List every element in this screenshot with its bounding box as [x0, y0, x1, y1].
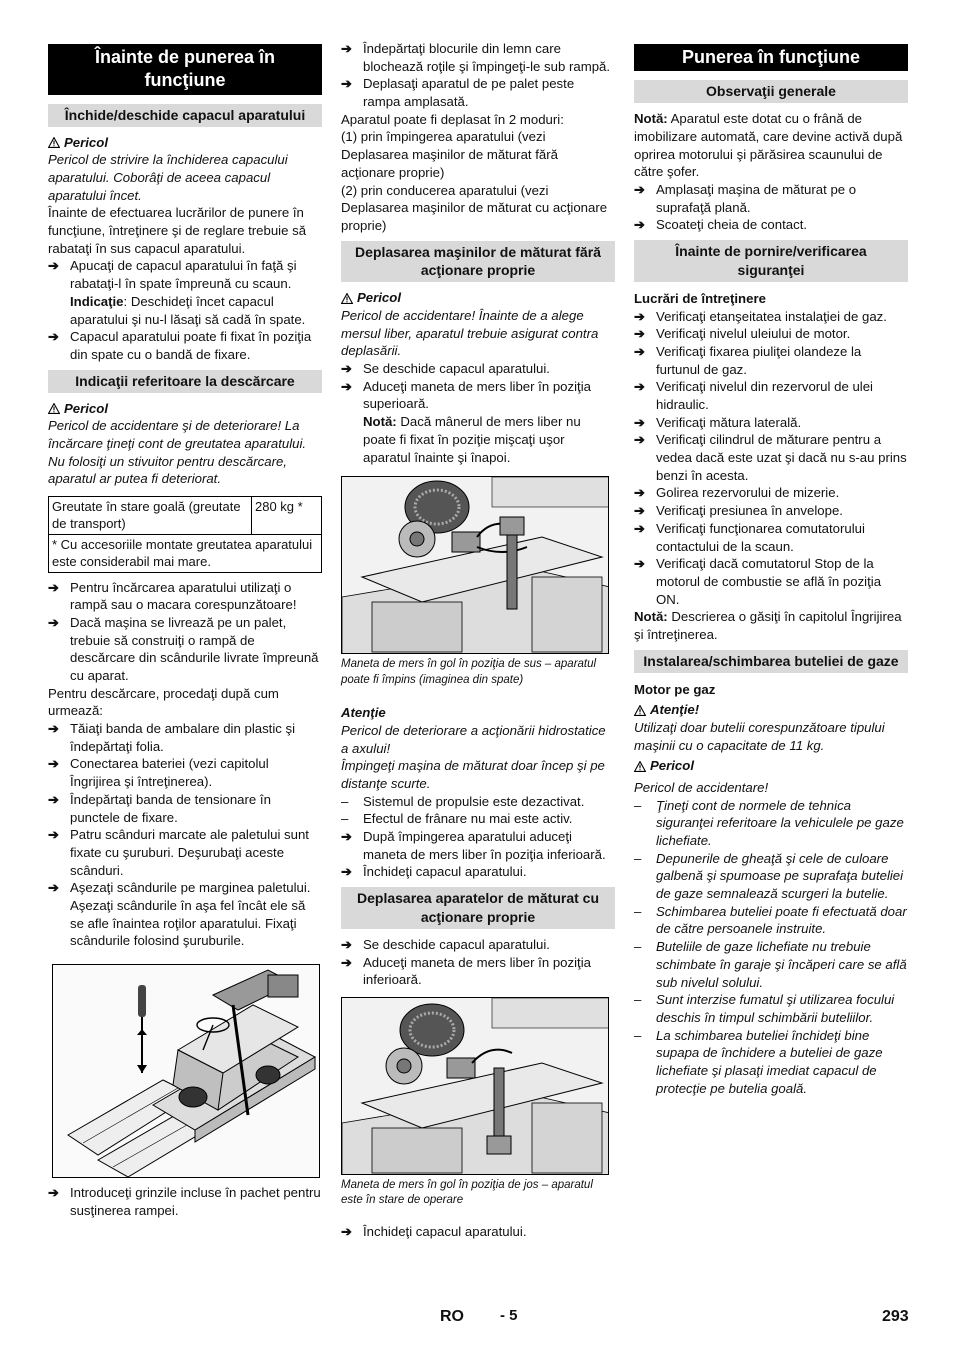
paragraph: Pentru descărcare, procedaţi după cum urmează: [48, 685, 279, 719]
list-item: ➔ După împingerea aparatului aduceţi maneta de mers liber în poziţia inferioară. [341, 829, 606, 862]
arrow-icon: ➔ [634, 503, 646, 519]
list-item: ➔ Scoateţi cheia de contact. [634, 217, 808, 233]
arrow-icon: ➔ [48, 721, 60, 737]
arrow-icon: ➔ [341, 378, 353, 394]
list-item: ➔ Verificaţi presiunea în anvelope. [634, 503, 843, 519]
arrow-icon: ➔ [341, 936, 353, 952]
weight-table [48, 496, 322, 573]
arrow-icon: ➔ [341, 1224, 353, 1239]
subsection-title-drive: Deplasarea aparatelor de măturat cu acţionare proprie [341, 887, 615, 929]
figure-lever-up [341, 476, 609, 654]
list-item: ➔ Închideţi capacul aparatului. [341, 864, 527, 880]
footer-page-local: - 5 [500, 1307, 518, 1324]
list-item: – Sistemul de propulsie este dezactivat. [341, 793, 585, 809]
warning-heading: Pericol [48, 400, 322, 418]
arrow-icon: ➔ [341, 361, 353, 377]
warning-text: Pericol de accidentare! [634, 779, 769, 795]
attention-heading: Atenţie [341, 705, 386, 721]
warning-triangle-icon [634, 761, 645, 772]
list-item: ➔ Amplasaţi maşina de măturat pe o suprafaţă plană. [634, 182, 857, 215]
arrow-icon: ➔ [634, 379, 646, 395]
list-item: – Sunt interzise fumatul şi utilizarea focului deschis în timpul schimbării buteliilor. [634, 992, 895, 1025]
note: Notă: Descrierea o găsiţi în capitolul Îngrijirea şi întreţinerea. [634, 609, 902, 642]
arrow-icon: ➔ [634, 343, 646, 359]
paragraph: (2) prin conducerea aparatului (vezi Deplasarea maşinilor de măturat cu acţionare proprie) [341, 182, 608, 233]
warning-heading: Pericol [48, 134, 322, 152]
list-item: ➔ Verificaţi nivelul uleiului de motor. [634, 326, 851, 342]
footer-language: RO [440, 1308, 464, 1325]
list-item: ➔ Tăiaţi banda de ambalare din plastic şi îndepărtaţi folia. [48, 721, 296, 754]
paragraph: (1) prin împingerea aparatului (vezi Deplasarea maşinilor de măturat fără acţionare proprie) [341, 129, 558, 180]
list-item: – Schimbarea buteliei poate fi efectuată doar de către persoanele instruite. [634, 903, 907, 937]
list-item: – Efectul de frânare nu mai este activ. [341, 811, 573, 827]
arrow-icon: ➔ [48, 258, 60, 274]
arrow-icon: ➔ [634, 182, 646, 198]
table-cell-value: 280 kg * [252, 496, 322, 534]
column-2 [341, 40, 615, 1241]
column-3 [634, 44, 908, 1097]
list-item: ➔ Verificaţi cilindrul de măturare pentru a vedea dacă este uzat şi dacă nu s-au prins benzi în acesta. [634, 432, 907, 483]
warning-text: Pericol de accidentare! Înainte de a alege mersul liber, aparatul trebuie asigurat contra deplasării. [341, 308, 599, 359]
arrow-icon: ➔ [48, 579, 60, 595]
warning-text: Nu folosiţi un stivuitor pentru descărcare, aparatul ar putea fi deteriorat. [48, 453, 287, 487]
arrow-icon: ➔ [634, 556, 646, 572]
column-1 [48, 44, 322, 1219]
section-title-before-operation: Înainte de punerea în funcţiune [48, 44, 322, 95]
subsection-title-unloading: Indicaţii referitoare la descărcare [48, 370, 322, 393]
warning-text: Pericol de strivire la închiderea capacului aparatului. Coborâţi de aceea capacul aparatului încet. [48, 152, 288, 203]
list-item: ➔ Verificaţi dacă comutatorul Stop de la motorul de combustie se află în poziţia ON. [634, 556, 882, 607]
arrow-icon: ➔ [48, 1185, 60, 1200]
arrow-icon: ➔ [634, 414, 646, 430]
arrow-icon: ➔ [48, 880, 60, 896]
subsection-title-safety-check: Înainte de pornire/verificarea siguranţei [634, 240, 908, 282]
warning-heading: Pericol [341, 289, 615, 307]
section-title-operation: Punerea în funcţiune [634, 44, 908, 71]
warning-heading: Pericol [634, 757, 908, 775]
arrow-icon: ➔ [48, 791, 60, 807]
figure-ramp-unloading [52, 964, 320, 1178]
arrow-icon: ➔ [48, 756, 60, 772]
list-item: ➔ Conectarea bateriei (vezi capitolul Îngrijirea şi întreţinerea). [48, 756, 269, 790]
arrow-icon: ➔ [634, 308, 646, 324]
arrow-icon: ➔ [634, 520, 646, 536]
arrow-icon: ➔ [634, 432, 646, 448]
footer-page-number: 293 [882, 1308, 909, 1325]
table-footnote: * Cu accesoriile montate greutatea aparatului este considerabil mai mare. [49, 534, 322, 572]
arrow-icon: ➔ [341, 954, 353, 970]
subsection-title-cover: Închide/deschide capacul aparatului [48, 104, 322, 127]
attention-text: Împingeţi maşina de măturat doar încep şi pe distanţe scurte. [341, 758, 605, 791]
list-item: ➔ Dacă maşina se livrează pe un palet, trebuie să construiţi o rampă de descărcare din scândurile livrate împreună cu aparat. [48, 614, 319, 683]
subsection-title-general: Observaţii generale [634, 80, 908, 103]
warning-triangle-icon [634, 705, 645, 716]
arrow-icon: ➔ [341, 864, 353, 880]
figure-caption: Maneta de mers în gol în poziţia de sus – aparatul poate fi împins (imaginea din spate) [341, 658, 597, 686]
list-item: – Depunerile de gheaţă şi cele de culoare galbenă şi spumoase pe suprafaţa buteliei de gaze semnalează scurgeri la butelie. [634, 850, 904, 902]
paragraph: Aparatul poate fi deplasat în 2 moduri: [341, 111, 564, 127]
attention-text: Utilizaţi doar butelii corespunzătoare tipului maşinii cu o capacitate de 11 kg. [634, 719, 885, 753]
paragraph: Înainte de efectuarea lucrărilor de punere în funcţiune, întreţinere şi de reglare trebuie să rabataţi în sus capacul aparatului. [48, 205, 307, 256]
list-item: – La schimbarea buteliei închideţi bine supapa de închidere a buteliei de gaze lichefiate şi plasaţi imediat capacul de protecţie pe butelia goală. [634, 1027, 883, 1096]
figure-lever-down [341, 997, 609, 1175]
attention-heading: Atenţie! [634, 701, 908, 719]
arrow-icon: ➔ [634, 326, 646, 342]
figure-caption: Maneta de mers în gol în poziţia de jos – aparatul este în stare de operare [341, 1178, 593, 1207]
warning-triangle-icon [48, 403, 59, 414]
list-item: ➔ Aşezaţi scândurile pe marginea paletului. Aşezaţi scândurile în aşa fel încât ele să se afle înaintea roţilor aparatului. Fixaţi scândurile folosind şuruburile. [48, 880, 311, 949]
list-item: ➔ Verificaţi mătura laterală. [634, 414, 802, 430]
list-item: – Ţineţi cont de normele de tehnica siguranţei referitoare la vehiculele pe gaze lichefiate. [634, 797, 904, 849]
list-item: – Buteliile de gaze lichefiate nu trebuie schimbate în garaje şi încăperi care se află sub nivelul solului. [634, 939, 907, 990]
list-item: ➔ Se deschide capacul aparatului. [341, 361, 550, 377]
list-item: ➔ Aduceţi maneta de mers liber în poziţia superioară. [341, 378, 591, 412]
list-item: ➔ Îndepărtaţi blocurile din lemn care blochează roţile şi împingeţi-le sub rampă. [341, 41, 611, 74]
arrow-icon: ➔ [341, 76, 353, 92]
subsection-title-gas-bottle: Instalarea/schimbarea buteliei de gaze [634, 650, 908, 673]
list-item: ➔ Golirea rezervorului de mizerie. [634, 485, 840, 501]
list-item: ➔ Deplasaţi aparatul de pe palet peste rampa amplasată. [341, 76, 575, 110]
list-item: ➔ Aduceţi maneta de mers liber în poziţia inferioară. [341, 954, 591, 988]
note: Notă: Dacă mânerul de mers liber nu poate fi fixat în poziţie mişcaţi uşor aparatul înainte şi înapoi. [363, 414, 581, 465]
warning-text: Pericol de accidentare şi de deteriorare! La încărcare ţineţi cont de greutatea aparatului. [48, 418, 307, 451]
list-item: ➔ Introduceţi grinzile incluse în pachet pentru susţinerea rampei. [48, 1185, 321, 1218]
arrow-icon: ➔ [48, 614, 60, 630]
warning-triangle-icon [341, 293, 352, 304]
list-item: ➔ Închideţi capacul aparatului. [341, 1224, 527, 1239]
list-item: ➔ Verificaţi funcţionarea comutatorului contactului de la scaun. [634, 520, 865, 554]
table-cell-label: Greutate în stare goală (greutate de transport) [49, 496, 252, 534]
sub-heading: Motor pe gaz [634, 681, 716, 697]
arrow-icon: ➔ [634, 485, 646, 501]
arrow-icon: ➔ [341, 829, 353, 845]
note: Indicaţie: Deschideţi încet capacul aparatului şi nu-l lăsaţi să cadă în spate. [70, 293, 306, 327]
note: Notă: Aparatul este dotat cu o frână de imobilizare automată, care devine activă după oprirea motorului şi părăsirea scaunului de către şofer. [634, 111, 903, 180]
attention-text: Pericol de deteriorare a acţionării hidrostatice a axului! [341, 722, 606, 756]
subsection-title-push: Deplasarea maşinilor de măturat fără acţionare proprie [341, 241, 615, 283]
list-item: ➔ Pentru încărcarea aparatului utilizaţi o rampă sau o macara corespunzătoare! [48, 579, 297, 613]
list-item: ➔ Capacul aparatului poate fi fixat în poziţia din spate cu o bandă de fixare. [48, 329, 312, 362]
list-item: ➔ Se deschide capacul aparatului. [341, 936, 550, 952]
arrow-icon: ➔ [341, 41, 353, 56]
warning-triangle-icon [48, 137, 59, 148]
list-item: ➔ Apucaţi de capacul aparatului în faţă şi rabataţi-l în spate împreună cu scaun. [48, 258, 297, 292]
list-item: ➔ Patru scânduri marcate ale paletului sunt fixate cu şuruburi. Deşurubaţi aceste scânduri. [48, 827, 309, 878]
list-item: ➔ Îndepărtaţi banda de tensionare în punctele de fixare. [48, 791, 271, 825]
arrow-icon: ➔ [48, 329, 60, 345]
list-item: ➔ Verificaţi fixarea piuliţei olandeze la furtunul de gaz. [634, 343, 862, 377]
sub-heading: Lucrări de întreţinere [634, 290, 766, 306]
list-item: ➔ Verificaţi nivelul din rezervorul de ulei hidraulic. [634, 379, 873, 412]
arrow-icon: ➔ [48, 827, 60, 843]
list-item: ➔ Verificaţi etanşeitatea instalaţiei de gaz. [634, 308, 887, 324]
arrow-icon: ➔ [634, 217, 646, 233]
